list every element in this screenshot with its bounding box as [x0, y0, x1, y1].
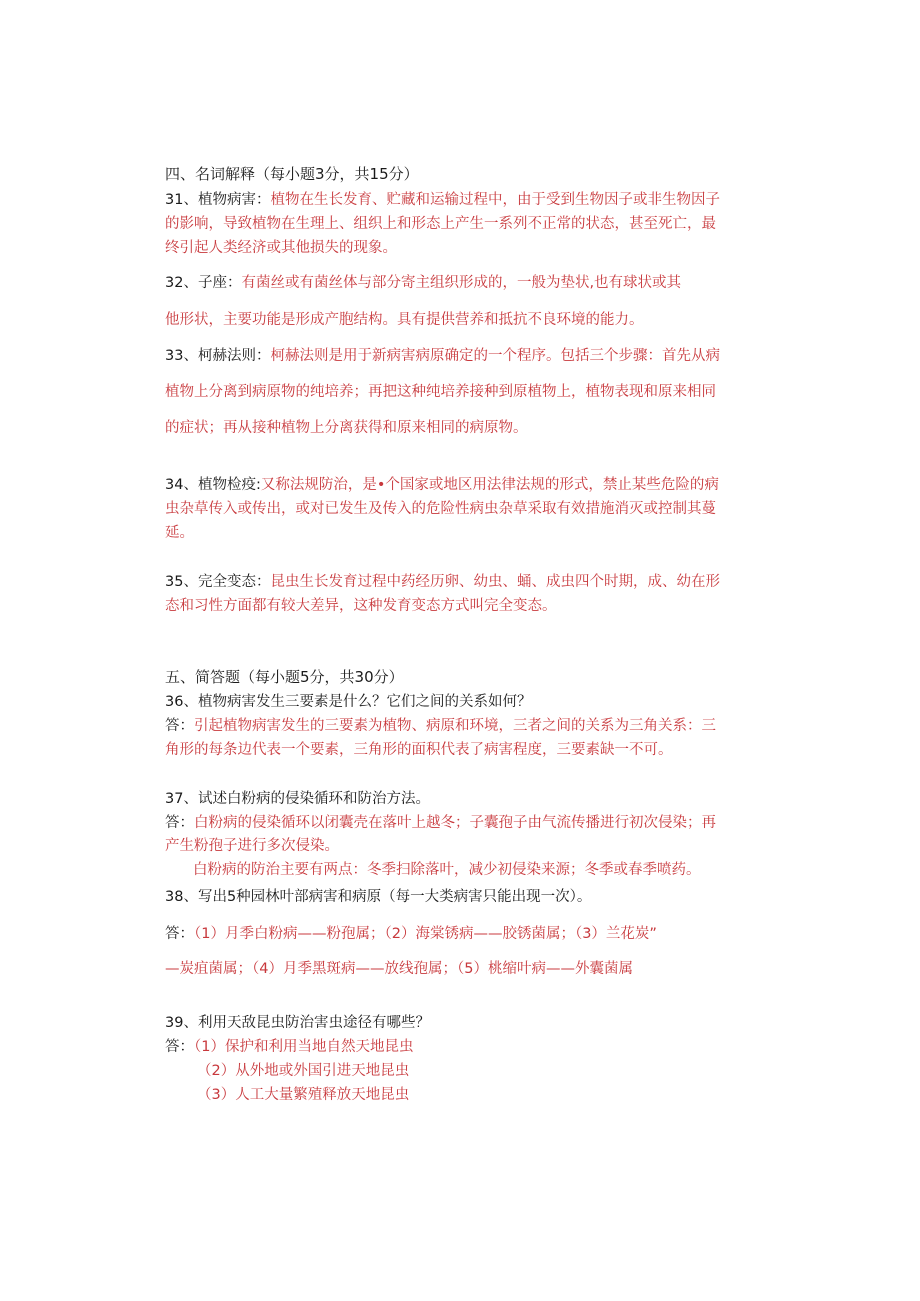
- q33-line-2: 植物上分离到病原物的纯培养；再把这种纯培养接种到原植物上，植物表现和原来相同: [165, 384, 716, 400]
- q35-label: 35、完全变态：: [165, 574, 271, 590]
- q35-line-1: [165, 572, 720, 592]
- q39-answer-line-2: （2）从外地或外国引进天地昆虫: [197, 1063, 410, 1079]
- q36-answer-text: 引起植物病害发生的三要素为植物、病原和环境，三者之间的关系为三角关系：三: [194, 718, 716, 734]
- q32-text: 有菌丝或有菌丝体与部分寄主组织形成的，一般为垫状,也有球状或其: [241, 275, 682, 291]
- q32-line-1: [165, 273, 681, 293]
- q39-answer-line-1: [165, 1037, 413, 1057]
- q34-line-1: [165, 475, 719, 495]
- q34-line-2: 虫杂草传入或传出，或对已发生及传入的危险性病虫杂草采取有效措施消灭或控制其蔓: [165, 501, 716, 517]
- q37-answer-text: 白粉病的侵染循环以闭囊壳在落叶上越冬；子囊孢子由气流传播进行初次侵染；再: [194, 815, 716, 831]
- q37-answer-line-1: [165, 813, 716, 833]
- q31-line-1: [165, 190, 720, 210]
- q38-answer-line-2: —炭疽菌属；（4）月季黑斑病——放线孢属；（5）桃缩叶病——外囊菌属: [165, 961, 633, 977]
- q39-answer-text: （1）保护和利用当地自然天地昆虫: [194, 1039, 414, 1055]
- q31-text: 植物在生长发育、贮藏和运输过程中，由于受到生物因子或非生物因子: [270, 192, 720, 208]
- q39-answer-line-3: （3）人工大量繁殖释放天地昆虫: [197, 1087, 410, 1103]
- q38-answer-line-1: [165, 924, 657, 944]
- q35-text: 昆虫生长发育过程中药经历卵、幼虫、蛹、成虫四个时期，成、幼在形: [270, 574, 720, 590]
- q34-text: 又称法规防治，是•个国家或地区用法律法规的形式，禁止某些危险的病: [260, 477, 719, 493]
- q31-line-2: 的影响，导致植物在生理上、组织上和形态上产生一系列不正常的状态，甚至死亡，最: [165, 216, 716, 232]
- q37-answer-label: 答：: [165, 815, 194, 831]
- q32-label: 32、子座：: [165, 275, 242, 291]
- q39-question: 39、利用天敌昆虫防治害虫途径有哪些？: [165, 1015, 430, 1031]
- q36-answer-label: 答：: [165, 718, 194, 734]
- q37-answer-line-2: 产生粉孢子进行多次侵染。: [165, 838, 339, 854]
- q31-label: 31、植物病害：: [165, 192, 271, 208]
- q34-label: 34、植物检疫:: [165, 477, 261, 493]
- section-4-title: 四、名词解释（每小题3分，共15分）: [165, 165, 419, 183]
- section-5-title: 五、简答题（每小题5分，共30分）: [165, 668, 404, 686]
- q35-line-2: 态和习性方面都有较大差异，这种发育变态方式叫完全变态。: [165, 598, 557, 614]
- q36-answer-line-1: [165, 716, 716, 736]
- q37-answer-line-3: 白粉病的防治主要有两点：冬季扫除落叶，减少初侵染来源；冬季或春季喷药。: [193, 862, 701, 878]
- q33-line-1: [165, 346, 720, 366]
- q33-label: 33、柯赫法则：: [165, 348, 271, 364]
- q33-text: 柯赫法则是用于新病害病原确定的一个程序。包括三个步骤：首先从病: [270, 348, 720, 364]
- q36-question: 36、植物病害发生三要素是什么？它们之间的关系如何？: [165, 694, 532, 710]
- q31-line-3: 终引起人类经济或其他损失的现象。: [165, 240, 397, 256]
- q38-answer-label: 答：: [165, 926, 194, 942]
- q39-answer-label: 答：: [165, 1039, 194, 1055]
- q38-answer-text: （1）月季白粉病——粉孢属；（2）海棠锈病——胶锈菌属；（3）兰花炭”: [194, 926, 657, 942]
- q32-line-2: 他形状，主要功能是形成产胞结构。具有提供营养和抵抗不良环境的能力。: [165, 312, 644, 328]
- q37-question: 37、试述白粉病的侵染循环和防治方法。: [165, 791, 430, 807]
- q34-line-3: 延。: [165, 525, 194, 541]
- q33-line-3: 的症状；再从接种植物上分离获得和原来相同的病原物。: [165, 420, 528, 436]
- q38-question: 38、写出5种园林叶部病害和病原（每一大类病害只能出现一次）。: [165, 889, 592, 905]
- q36-answer-line-2: 角形的每条边代表一个要素，三角形的面积代表了病害程度，三要素缺一不可。: [165, 742, 673, 758]
